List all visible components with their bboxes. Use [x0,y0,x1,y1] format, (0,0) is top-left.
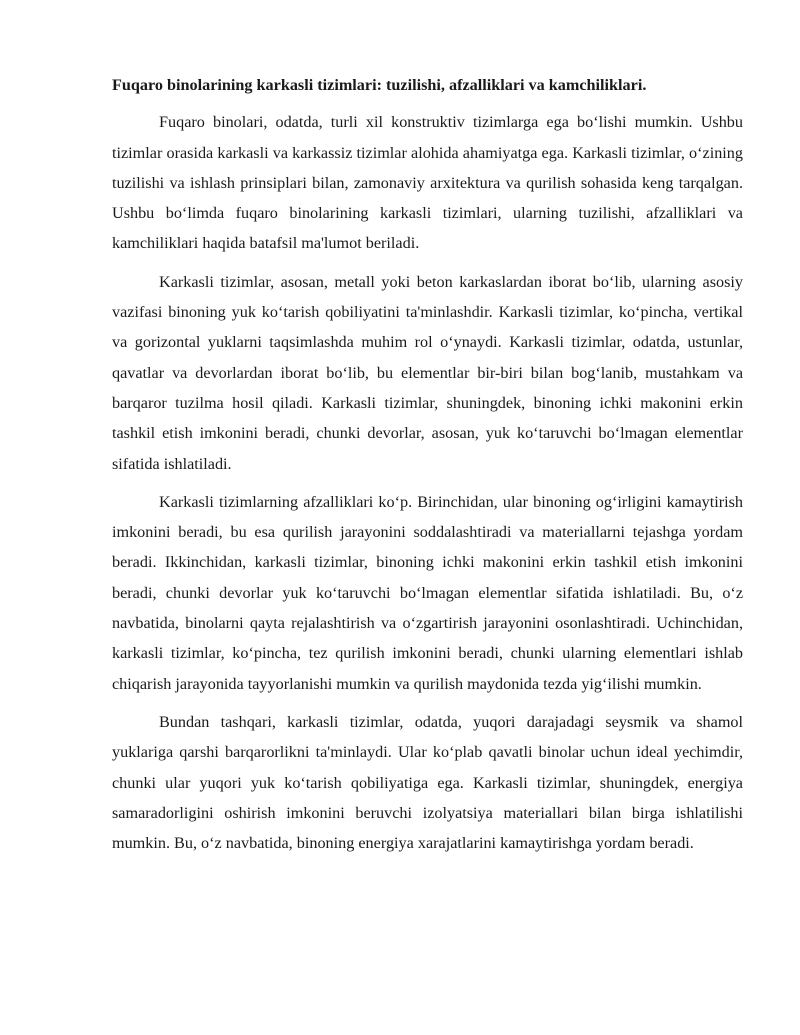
paragraph-1: Fuqaro binolari, odatda, turli xil konstruktiv tizimlarga ega bo‘lishi mumkin. Ushbu tizimlar orasida karkasli va karkassiz tizimlar alohida ahamiyatga ega. Karkasli tizimlar, o‘zining tuzilishi va ishlash prinsiplari bilan, zamonaviy arxitektura va qurilish sohasida keng tarqalgan. Ushbu bo‘limda fuqaro binolarining karkasli tizimlari, ularning tuzilishi, afzalliklari va kamchiliklari haqida batafsil ma'lumot beriladi. [112,113,743,253]
document-page [112,70,743,866]
document-title: Fuqaro binolarining karkasli tizimlari: tuzilishi, afzalliklari va kamchiliklari. [112,76,647,94]
paragraph-4: Bundan tashqari, karkasli tizimlar, odatda, yuqori darajadagi seysmik va shamol yuklariga qarshi barqarorlikni ta'minlaydi. Ular ko‘plab qavatli binolar uchun ideal yechimdir, chunki ular yuqori yuk ko‘tarish qobiliyatiga ega. Karkasli tizimlar, shuningdek, energiya samaradorligini oshirish imkonini beruvchi izolyatsiya materiallari bilan birga ishlatilishi mumkin. Bu, o‘z navbatida, binoning energiya xarajatlarini kamaytirishga yordam beradi. [112,712,743,853]
paragraph-3: Karkasli tizimlarning afzalliklari ko‘p. Birinchidan, ular binoning og‘irligini kamaytirish imkonini beradi, bu esa qurilish jarayonini soddalashtiradi va materiallarni tejashga yordam beradi. Ikkinchidan, karkasli tizimlar, binoning ichki makonini erkin tashkil etish imkonini beradi, chunki devorlar yuk ko‘taruvchi bo‘lmagan elementlar sifatida ishlatiladi. Bu, o‘z navbatida, binolarni qayta rejalashtirish va o‘zgartirish jarayonini osonlashtiradi. Uchinchidan, karkasli tizimlar, ko‘pincha, tez qurilish imkonini beradi, chunki ularning elementlari ishlab chiqarish jarayonida tayyorlanishi mumkin va qurilish maydonida tezda yig‘ilishi mumkin. [112,492,743,693]
paragraph-2: Karkasli tizimlar, asosan, metall yoki beton karkaslardan iborat bo‘lib, ularning asosiy vazifasi binoning yuk ko‘tarish qobiliyatini ta'minlashdir. Karkasli tizimlar, ko‘pincha, vertikal va gorizontal yuklarni taqsimlashda muhim rol o‘ynaydi. Karkasli tizimlar, odatda, ustunlar, qavatlar va devorlardan iborat bo‘lib, bu elementlar bir-biri bilan bog‘lanib, mustahkam va barqaror tuzilma hosil qiladi. Karkasli tizimlar, shuningdek, binoning ichki makonini erkin tashkil etish imkonini beradi, chunki devorlar, asosan, yuk ko‘taruvchi bo‘lmagan elementlar sifatida ishlatiladi. [112,272,743,473]
